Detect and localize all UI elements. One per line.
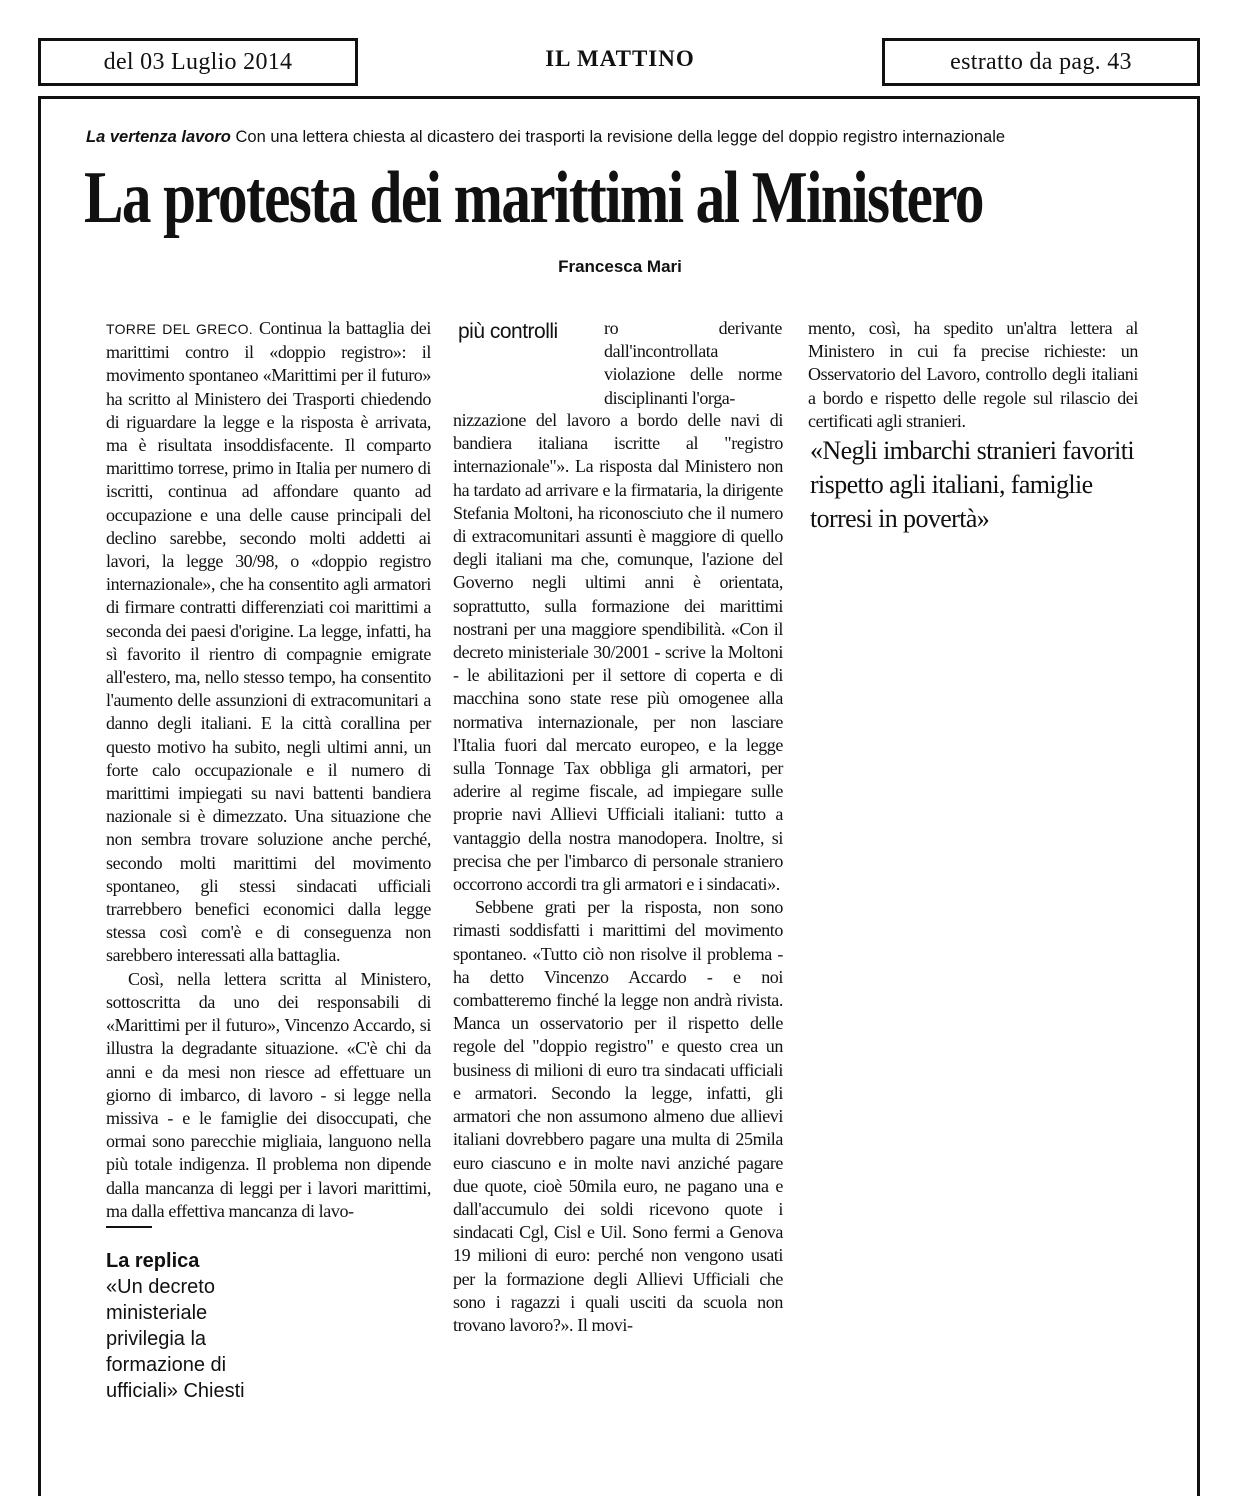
paragraph: mento, così, ha spedito un'altra lettera al Ministero in cui fa precise richieste: un Osservatorio del Lavoro, controllo degli italiani a bordo e rispetto delle regole sul rilascio dei certificati agli stranieri. bbox=[808, 318, 1138, 431]
sidebar-label: La replica bbox=[106, 1250, 200, 1272]
paragraph-text: Continua la battaglia dei marittimi contro il «doppio registro»: il movimento spontaneo «Marittimi per il futuro» ha scritto al Ministero dei Trasporti chiedendo di riguardare la legge e la risposta è arrivata, ma è risultata insoddisfacente. Il comparto marittimo torrese, primo in Italia per numero di iscritti, continua ad affondare quanto ad occupazione e una delle cause principali del declino sarebbe, secondo molti addetti ai lavori, la legge 30/98, o «doppio registro internazionale», che ha consentito agli armatori di firmare contratti differenziati coi marittimi a seconda dei paesi d'origine. La legge, infatti, ha sì favorito il rientro di compagnie emigrate all'estero, ma, nello stesso tempo, ha consentito l'aumento delle assunzioni di extracomunitari a danno degli italiani. E la città corallina per questo motivo ha subito, negli ultimi anni, un forte calo occupazionale e il numero di marittimi impiegati su navi battenti bandiera nazionale si è dimezzato. Una situazione che non sembra trovare soluzione anche perché, secondo molti marittimi del movimento spontaneo, gli stessi sindacati ufficiali trarrebbero benefici economici dalla legge stessa così com'è e di conseguenza non sarebbero interessati alla battaglia. bbox=[106, 318, 431, 966]
column-2-top: ro derivante dall'incontrollata violazione delle norme disciplinanti l'orga- bbox=[604, 318, 782, 408]
dateline: TORRE DEL GRECO. bbox=[106, 321, 253, 337]
column-3 bbox=[808, 317, 1138, 433]
pull-quote: «Negli imbarchi stranieri favoriti rispetto agli italiani, famiglie torresi in povertà» bbox=[810, 436, 1134, 533]
headline: La protesta dei marittimi al Ministero bbox=[84, 157, 983, 239]
date-box bbox=[38, 38, 358, 86]
column-1 bbox=[106, 317, 431, 1221]
column-2 bbox=[453, 409, 783, 1337]
paragraph: nizzazione del lavoro a bordo delle navi di bandiera italiana iscritte al "registro internazionale"». La risposta dal Ministero non ha tardato ad arrivare e la firmataria, la dirigente Stefania Moltoni, ha riconosciuto che il numero di extracomunitari assunti è maggiore di quello degli italiani ma che, comunque, l'azione del Governo negli ultimi anni è orientata, soprattutto, sulla formazione dei marittimi nostrani per una maggiore spendibilità. «Con il decreto ministeriale 30/2001 - scrive la Moltoni - le abilitazioni per il settore di coperta e di macchina sono state rese più omogenee alla normativa internazionale, per non lasciare l'Italia fuori dal mercato europeo, e la legge sulla Tonnage Tax obbliga gli armatori, per aderire al regime fiscale, ad impiegare sulle proprie navi Allievi Ufficiali italiani: tutto a vantaggio della nostra manodopera. Inoltre, si precisa che per l'imbarco di personale straniero occorrono accordi tra gli armatori e i sindacati». bbox=[453, 410, 783, 895]
divider bbox=[106, 1226, 152, 1228]
sidebar-text: «Un decreto ministeriale privilegia la formazione di ufficiali» Chiesti bbox=[106, 1276, 245, 1402]
paragraph bbox=[106, 317, 431, 968]
sidebar-box bbox=[106, 1248, 266, 1404]
sub-heading: più controlli bbox=[458, 320, 558, 343]
page-box bbox=[882, 38, 1200, 86]
kicker-label: La vertenza lavoro bbox=[86, 128, 231, 146]
kicker bbox=[86, 128, 1166, 147]
kicker-text: Con una lettera chiesta al dicastero dei trasporti la revisione della legge del doppio registro internazionale bbox=[235, 128, 1006, 146]
paragraph: Così, nella lettera scritta al Ministero, sottoscritta da uno dei responsabili di «Marittimi per il futuro», Vincenzo Accardo, si illustra la degradante situazione. «C'è chi da anni e da mesi non riesce ad effettuare un giorno di imbarco, di lavoro - si legge nella missiva - e le famiglie dei disoccupati, che ormai sono parecchie migliaia, languono nella più totale indigenza. Il problema non dipende dalla mancanza di leggi per i lavori marittimi, ma dalla effettiva mancanza di lavo- bbox=[106, 968, 431, 1221]
paragraph: Sebbene grati per la risposta, non sono rimasti soddisfatti i marittimi del movimento spontaneo. «Tutto ciò non risolve il problema - ha detto Vincenzo Accardo - e noi combatteremo finché la legge non andrà rivista. Manca un osservatorio per il rispetto delle regole del "doppio registro" e questo crea un business di milioni di euro tra sindacati ufficiali e armatori. Secondo la legge, infatti, gli armatori che non assumono almeno due allievi italiani dovrebbero pagare una multa di 25mila euro ciascuno e in molte navi anziché pagare due quote, cioè 50mila euro, ne pagano una e dall'accumulo dei soldi ricevono quote i sindacati Cgl, Cisl e Uil. Sono fermi a Genova 19 milioni di euro: perché non vengono usati per la formazione degli Allievi Ufficiali che sono i ragazzi i quali usciti da scuola non trovano lavoro?». Il movi- bbox=[453, 897, 783, 1335]
page-reference: estratto da pag. 43 bbox=[950, 48, 1132, 75]
publication-date: del 03 Luglio 2014 bbox=[103, 48, 293, 75]
byline: Francesca Mari bbox=[558, 257, 682, 276]
newspaper-name: IL MATTINO bbox=[545, 46, 695, 71]
